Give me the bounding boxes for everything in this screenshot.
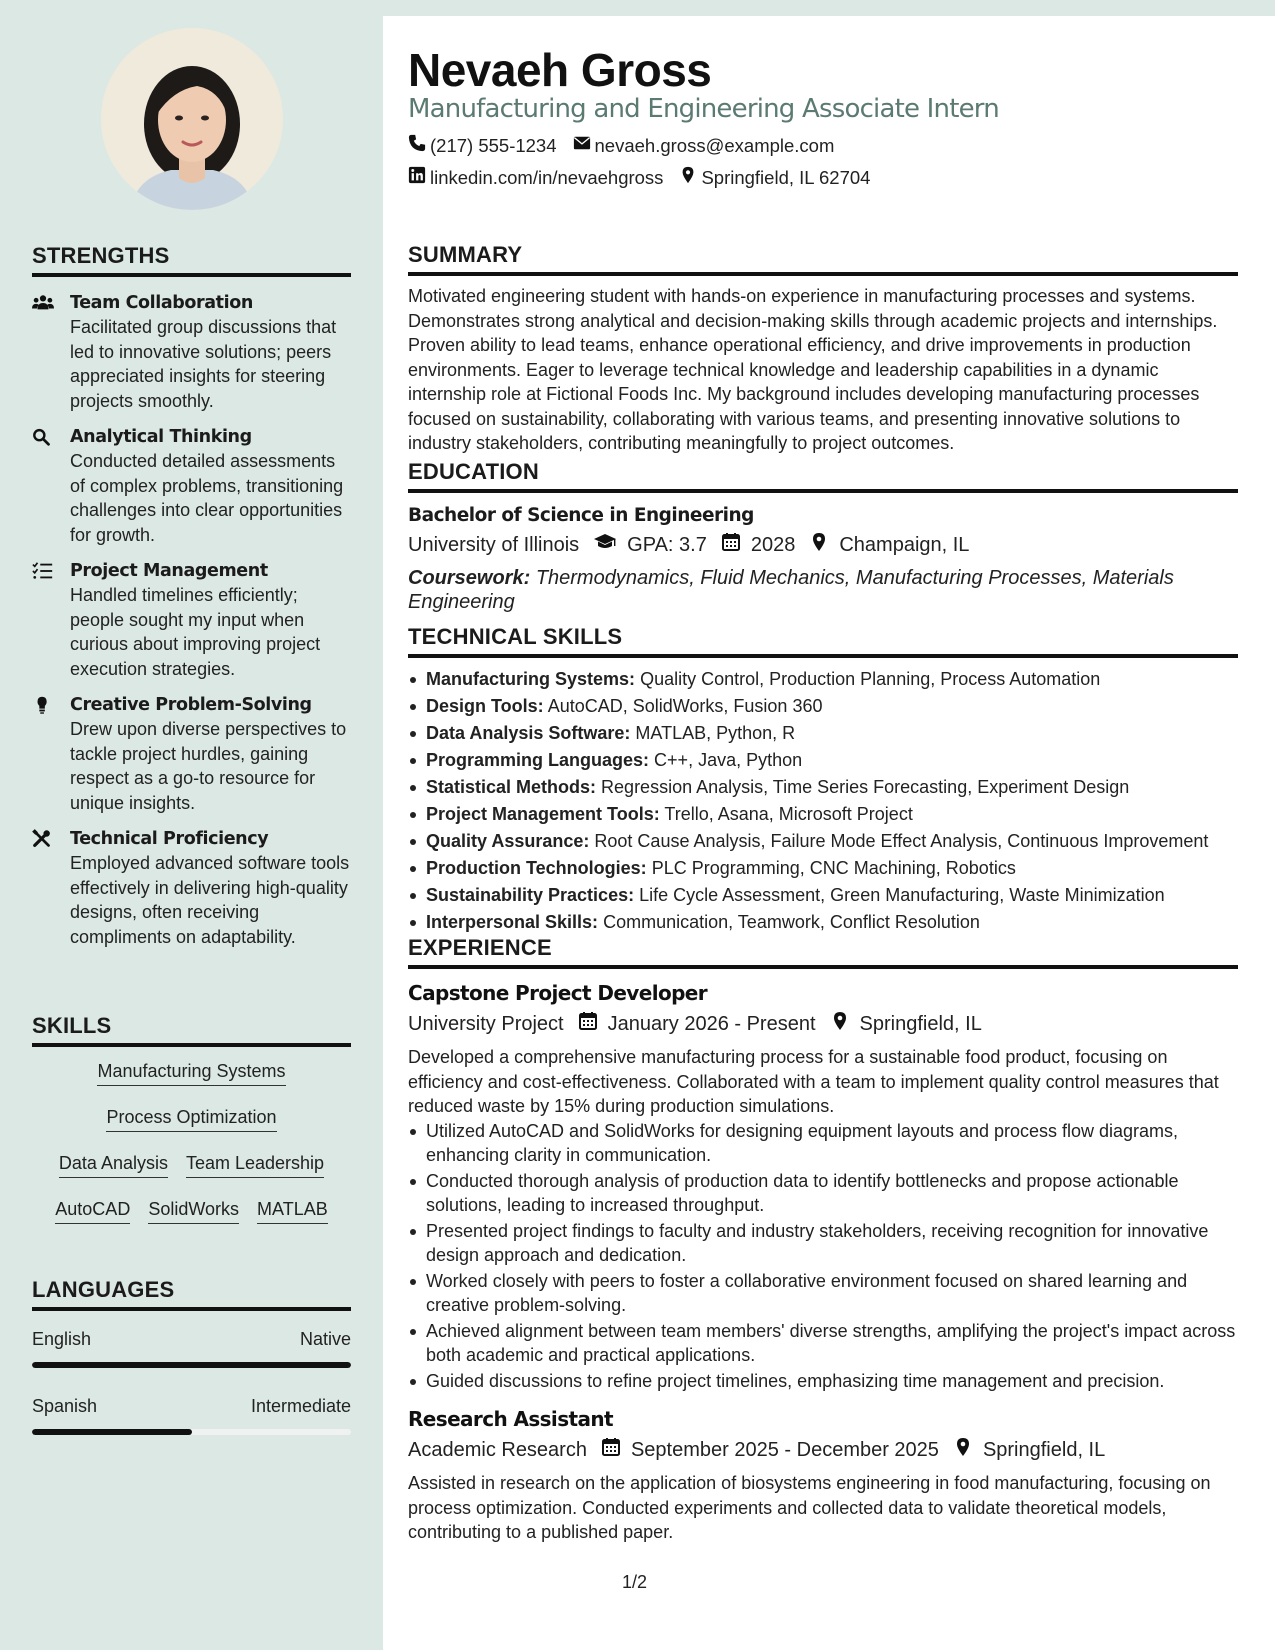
language-item (32, 1329, 351, 1368)
skill-pill: Data Analysis (59, 1151, 168, 1178)
language-name: Spanish (32, 1396, 98, 1416)
map-pin-icon (809, 532, 839, 558)
job-org: Academic Research (408, 1438, 587, 1461)
map-pin-icon (679, 166, 701, 189)
strength-item (32, 291, 351, 413)
language-item (32, 1396, 351, 1435)
language-name: English (32, 1329, 92, 1349)
language-bar-fill (32, 1362, 351, 1368)
job-bullet: Conducted thorough analysis of production data to identify bottlenecks and propose actionable solutions, leading to increased throughput. (408, 1169, 1238, 1218)
experience-section (408, 935, 1238, 1545)
map-pin-icon (953, 1437, 983, 1463)
contact-linkedin[interactable] (408, 166, 663, 189)
tools-icon (32, 836, 54, 853)
technical-skills-list (408, 666, 1238, 936)
linkedin-text: linkedin.com/in/nevaehgross (430, 166, 664, 188)
tech-skill-item: Production Technologies: PLC Programming, CNC Machining, Robotics (408, 855, 1238, 882)
degree: Bachelor of Science in Engineering (408, 505, 754, 526)
summary-title: SUMMARY (408, 242, 1238, 276)
technical-skills-section (408, 624, 1238, 936)
job-dates: January 2026 - Present (607, 1012, 816, 1035)
strength-desc: Handled timelines efficiently; people sought my input when curious about improving project execution strategies. (70, 585, 321, 679)
graduation-year: 2028 (750, 533, 796, 556)
skills-title: SKILLS (32, 1013, 351, 1047)
tech-skill-item: Data Analysis Software: MATLAB, Python, R (408, 720, 1238, 747)
strength-desc: Conducted detailed assessments of complex problems, transitioning challenges into clear opportunities for growth. (70, 451, 344, 545)
strength-name: Team Collaboration (70, 293, 253, 313)
job-bullets (408, 1119, 1238, 1394)
skill-pill: Process Optimization (106, 1105, 276, 1132)
experience-title: EXPERIENCE (408, 935, 1238, 969)
language-level: Intermediate (250, 1396, 351, 1416)
strength-desc: Employed advanced software tools effectively in delivering high-quality designs, often receiving compliments on adaptability. (70, 853, 350, 947)
mail-icon (573, 134, 595, 157)
job-bullet: Presented project findings to faculty and industry stakeholders, receiving recognition for innovative design approach and dedication. (408, 1219, 1238, 1268)
job-summary: Assisted in research on the application of biosystems engineering in food manufacturing, focusing on process optimization. Conducted experiments and collected data to validate theoretical models, contributing to a published paper. (408, 1473, 1211, 1542)
job-dates: September 2025 - December 2025 (630, 1438, 939, 1461)
summary-section (408, 242, 1238, 456)
strength-name: Technical Proficiency (70, 829, 269, 849)
strengths-section (32, 243, 351, 949)
tech-skill-item: Interpersonal Skills: Communication, Teamwork, Conflict Resolution (408, 909, 1238, 936)
skill-pill: SolidWorks (148, 1197, 239, 1224)
education-title: EDUCATION (408, 459, 1238, 493)
calendar-icon (578, 1011, 608, 1037)
job-location: Springfield, IL (859, 1012, 982, 1035)
coursework (408, 566, 1238, 614)
calendar-icon (721, 532, 751, 558)
profile-photo (101, 28, 283, 210)
sidebar (0, 0, 383, 1650)
map-pin-icon (830, 1011, 860, 1037)
job-summary: Developed a comprehensive manufacturing process for a sustainable food product, focusing on efficiency and cost-effectiveness. Collaborated with a team to implement quality control measures that reduced waste by 15% during production simulations. (408, 1047, 1219, 1116)
lightbulb-icon (32, 702, 54, 719)
job-bullet: Worked closely with peers to foster a collaborative environment focused on shared learning and creative problem-solving. (408, 1269, 1238, 1318)
job-meta (408, 1011, 1238, 1037)
job-title: Capstone Project Developer (408, 981, 708, 1005)
contact-row (408, 134, 850, 157)
tech-skill-item: Project Management Tools: Trello, Asana, Microsoft Project (408, 801, 1238, 828)
list-check-icon (32, 568, 54, 585)
contact-email[interactable] (573, 134, 835, 157)
job-org: University Project (408, 1012, 564, 1035)
location-text: Springfield, IL 62704 (701, 166, 871, 188)
graduation-cap-icon (593, 532, 627, 558)
candidate-name: Nevaeh Gross (408, 44, 712, 96)
strength-item (32, 827, 351, 949)
calendar-icon (601, 1437, 631, 1463)
users-icon (32, 300, 54, 317)
coursework-list: Thermodynamics, Fluid Mechanics, Manufacturing Processes, Materials Engineering (408, 567, 1174, 613)
strength-name: Analytical Thinking (70, 427, 252, 447)
skill-pill: MATLAB (257, 1197, 328, 1224)
strength-desc: Drew upon diverse perspectives to tackle project hurdles, gaining respect as a go-to resource for unique insights. (70, 719, 347, 813)
candidate-role: Manufacturing and Engineering Associate Intern (408, 94, 999, 124)
tech-skill-item: Design Tools: AutoCAD, SolidWorks, Fusion 360 (408, 693, 1238, 720)
tech-skill-item: Programming Languages: C++, Java, Python (408, 747, 1238, 774)
tech-skill-item: Statistical Methods: Regression Analysis, Time Series Forecasting, Experiment Design (408, 774, 1238, 801)
job-bullet: Achieved alignment between team members' diverse strengths, amplifying the project's impact across both academic and practical applications. (408, 1319, 1238, 1368)
skill-pill: Manufacturing Systems (97, 1059, 285, 1086)
technical-skills-title: TECHNICAL SKILLS (408, 624, 1238, 658)
skills-section (32, 1013, 351, 1243)
summary-text: Motivated engineering student with hands-on experience in manufacturing processes and systems. Demonstrates strong analytical and decision-making skills through academic projects and internships. Proven ability to lead teams, enhance operational efficiency, and drive improvements in production environments. Eager to leverage technical knowledge and leadership capabilities in a dynamic internship role at Fictional Foods Inc. My background includes developing manufacturing processes focused on sustainability, collaborating with various teams, and presenting innovative solutions to industry stakeholders, contributing meaningfully to project outcomes. (408, 286, 1218, 453)
strength-desc: Facilitated group discussions that led to innovative solutions; peers appreciated insights for steering projects smoothly. (70, 317, 337, 411)
contact-row (408, 166, 886, 189)
main-content (383, 16, 1275, 1650)
strength-name: Creative Problem-Solving (70, 695, 312, 715)
language-bar (32, 1362, 351, 1368)
education-meta (408, 532, 1238, 558)
search-icon (32, 434, 54, 451)
gpa: GPA: 3.7 (627, 533, 707, 556)
language-bar-fill (32, 1429, 192, 1435)
education-location: Champaign, IL (839, 533, 970, 556)
phone-text: (217) 555-1234 (430, 134, 557, 156)
contact-phone[interactable] (408, 134, 557, 157)
coursework-label: Coursework: (408, 567, 531, 589)
job-bullet: Utilized AutoCAD and SolidWorks for designing equipment layouts and process flow diagrams, enhancing clarity in communication. (408, 1119, 1238, 1168)
languages-section (32, 1277, 351, 1435)
language-level: Native (299, 1329, 351, 1349)
job-bullet: Guided discussions to refine project timelines, emphasizing time management and precision. (408, 1369, 1238, 1394)
tech-skill-item: Manufacturing Systems: Quality Control, Production Planning, Process Automation (408, 666, 1238, 693)
tech-skill-item: Sustainability Practices: Life Cycle Assessment, Green Manufacturing, Waste Minimization (408, 882, 1238, 909)
job-title: Research Assistant (408, 1407, 613, 1431)
strength-item (32, 425, 351, 547)
strength-item (32, 559, 351, 681)
strength-name: Project Management (70, 561, 268, 581)
skill-pills (32, 1059, 351, 1243)
tech-skill-item: Quality Assurance: Root Cause Analysis, Failure Mode Effect Analysis, Continuous Improvement (408, 828, 1238, 855)
page-number: 1/2 (622, 1572, 648, 1592)
skill-pill: Team Leadership (186, 1151, 324, 1178)
language-bar (32, 1429, 351, 1435)
contact-location (679, 166, 870, 189)
education-section (408, 459, 1238, 614)
job-meta (408, 1437, 1238, 1463)
skill-pill: AutoCAD (55, 1197, 130, 1224)
phone-icon (408, 134, 430, 157)
strengths-title: STRENGTHS (32, 243, 351, 277)
school-name: University of Illinois (408, 533, 580, 556)
linkedin-icon (408, 166, 430, 189)
strength-item (32, 693, 351, 815)
job-location: Springfield, IL (982, 1438, 1106, 1461)
email-text: nevaeh.gross@example.com (594, 134, 835, 156)
languages-title: LANGUAGES (32, 1277, 351, 1311)
